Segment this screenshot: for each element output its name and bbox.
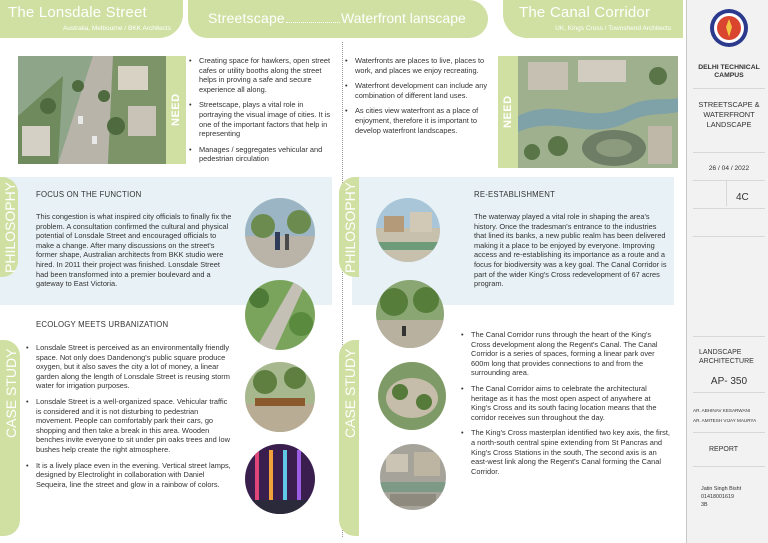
header-middle-pill — [188, 0, 488, 38]
notes-section — [693, 208, 765, 209]
case-subtitle-right: UK, Kings Cross / Townshend Architects — [555, 25, 671, 32]
need-tab-right — [498, 56, 518, 168]
case-study-label-left: CASE STUDY — [3, 348, 19, 438]
type-section — [693, 432, 765, 433]
title-connector — [286, 22, 340, 23]
need-list-left — [189, 56, 337, 170]
case-study-item: • The Canal Corridor aims to celebrate the architectural heritage as it has the most open aspect of anywhere at King's Cross and its south facing location means that the corridor receives sun throughout the day. — [461, 384, 671, 422]
header-right-pill — [503, 0, 683, 38]
philosophy-tab-left — [0, 177, 18, 277]
need-tab-left — [166, 56, 186, 164]
keyplan-section — [693, 236, 765, 237]
canal-buildings-photo — [376, 198, 440, 262]
case-subtitle-left: Australia, Melbourne / BKK Architects — [62, 25, 171, 32]
need-label-left: NEED — [170, 93, 182, 126]
case-study-item: • The King's Cross masterplan identified two key axis, the first, a north-south central spine extending from St Pancras and King's Cross Stations in the south, The second axis is an east-west link along the Regent's Canal forming the Canal Corridor. — [461, 428, 671, 476]
sheet-divider — [726, 180, 727, 206]
linear-garden-photo — [245, 280, 315, 350]
kings-cross-masterplan-photo — [380, 444, 446, 510]
case-study-item: • It is a lively place even in the evening. Vertical street lamps, designed by Electrolight in collaboration with Daniel Sequeira, line the street and glow in a rainbow of colors. — [26, 461, 232, 490]
case-study-label-right: CASE STUDY — [342, 348, 358, 438]
need-item: • Waterfronts are places to live, places to work, and places we enjoy recreating. — [345, 56, 495, 75]
philosophy-tab-right — [339, 177, 359, 277]
need-item: • Streetscape, plays a vital role in portraying the visual image of cities. It is one of the important factors that help in representing — [189, 100, 337, 138]
philosophy-label-right: PHILOSOPHY — [342, 181, 358, 273]
header-left-pill — [0, 0, 183, 38]
canal-corridor-aerial-photo — [518, 56, 678, 168]
title-section — [693, 88, 765, 89]
case-study-item: • Lonsdale Street is a well-organized space. Vehicular traffic is considered and it is not disturbing to pedestrian movement. People can comfortably park their cars, go shopping and then take a break in this area. Wooden benches invite everyone to sit under pin oaks trees and low bushes help create the right atmosphere. — [26, 397, 232, 455]
guides-section — [693, 392, 765, 393]
date-section — [693, 152, 765, 153]
need-item: • Manages / seggregates vehicular and pedestrian circulation — [189, 145, 337, 164]
street-pedestrians-photo — [245, 198, 315, 268]
rainbow-street-lamps-photo — [245, 444, 315, 514]
case-study-tab-left — [0, 340, 20, 536]
canal-greenway-photo — [376, 280, 444, 348]
drawing-date: 26 / 04 / 2022 — [708, 165, 750, 172]
guide-name: AR. AMITESH VIJAY MAURYA — [693, 418, 757, 423]
philosophy-heading-right: RE-ESTABLISHMENT — [474, 190, 556, 199]
case-study-tab-right — [339, 340, 359, 536]
case-study-list-right — [461, 330, 671, 482]
subject-section — [693, 336, 765, 337]
subject-name: LANDSCAPE ARCHITECTURE — [699, 349, 754, 365]
need-item: • Waterfront development can include any combination of different land uses. — [345, 81, 495, 100]
need-list-right — [345, 56, 495, 141]
title-block — [686, 0, 768, 543]
subject-code: AP- 350 — [710, 376, 748, 387]
case-study-list-left — [26, 343, 232, 495]
case-study-item: • The Canal Corridor runs through the heart of the King's Cross development along the Regent's Canal. The Canal Corridor is a series of spaces, forming a linear park over 600m long that provides connections to and from the surrounding area. — [461, 330, 671, 378]
need-label-right: NEED — [502, 95, 514, 128]
student-name: Jatin Singh Bisht — [701, 486, 742, 492]
topic-streetscape: Streetscape — [208, 10, 285, 26]
student-section — [693, 466, 765, 467]
student-enrollment: 01418001619 — [701, 494, 734, 500]
report-type: REPORT — [709, 446, 739, 453]
case-study-item: • Lonsdale Street is perceived as an environmentally friendly space. Not only does Dandenong's public square produce oxygen, but it also saves the city a lot of money, a linear garden along the length of Lonsdale Street is reusing storm water for irrigation purposes. — [26, 343, 232, 391]
case-study-heading-left: ECOLOGY MEETS URBANIZATION — [36, 320, 169, 329]
university-logo — [709, 8, 749, 48]
student-section-code: 3B — [701, 502, 708, 508]
philosophy-heading-left: FOCUS ON THE FUNCTION — [36, 190, 142, 199]
need-item: • As cities view waterfront as a place of enjoyment, therefore it is important to develop waterfront landscapes. — [345, 106, 495, 135]
case-title-right: The Canal Corridor — [519, 4, 651, 21]
sheet-section — [693, 180, 765, 181]
wooden-bench-photo — [245, 362, 315, 432]
case-title-left: The Lonsdale Street — [8, 4, 147, 21]
drawing-title: STREETSCAPE & WATERFRONT LANDSCAPE — [698, 100, 760, 129]
philosophy-body-right: The waterway played a vital role in shaping the area's history. Once the tradesman's entrance to the industries that lined its banks, a new public realm has been delivered making it a place to be enjoyed by everyone. Improving access and re-establishing its importance as a route and a focus for biodiversity was a key goal. The Canal Corridor is part of the wider King's Cross redevelopment of 67 acres program. — [474, 212, 667, 289]
topic-waterfront: Waterfront lanscape — [341, 10, 466, 26]
lonsdale-street-aerial-photo — [18, 56, 166, 164]
university-name: DELHI TECHNICAL CAMPUS — [698, 64, 760, 79]
public-realm-aerial-photo — [378, 362, 446, 430]
philosophy-label-left: PHILOSOPHY — [2, 181, 18, 273]
philosophy-body-left: This congestion is what inspired city officials to finally fix the problem. A consultation confirmed the cultural and physical potential of Lonsdale Street and encouraged officials to make a change. After many discussions on the street's former shape, Australian architects from BKK studio were hired. In 2011 their project was finished. Lonsdale Street had been transformed into a premier boulevard and a gateway to East Victoria. — [36, 212, 232, 289]
guide-name: AR. ABHINAV KESARWANI — [693, 408, 751, 413]
need-item: • Creating space for hawkers, open street cafes or utility booths along the street helps in proving a safe and secure experience all along. — [189, 56, 337, 94]
sheet-number: 4C — [736, 192, 749, 203]
